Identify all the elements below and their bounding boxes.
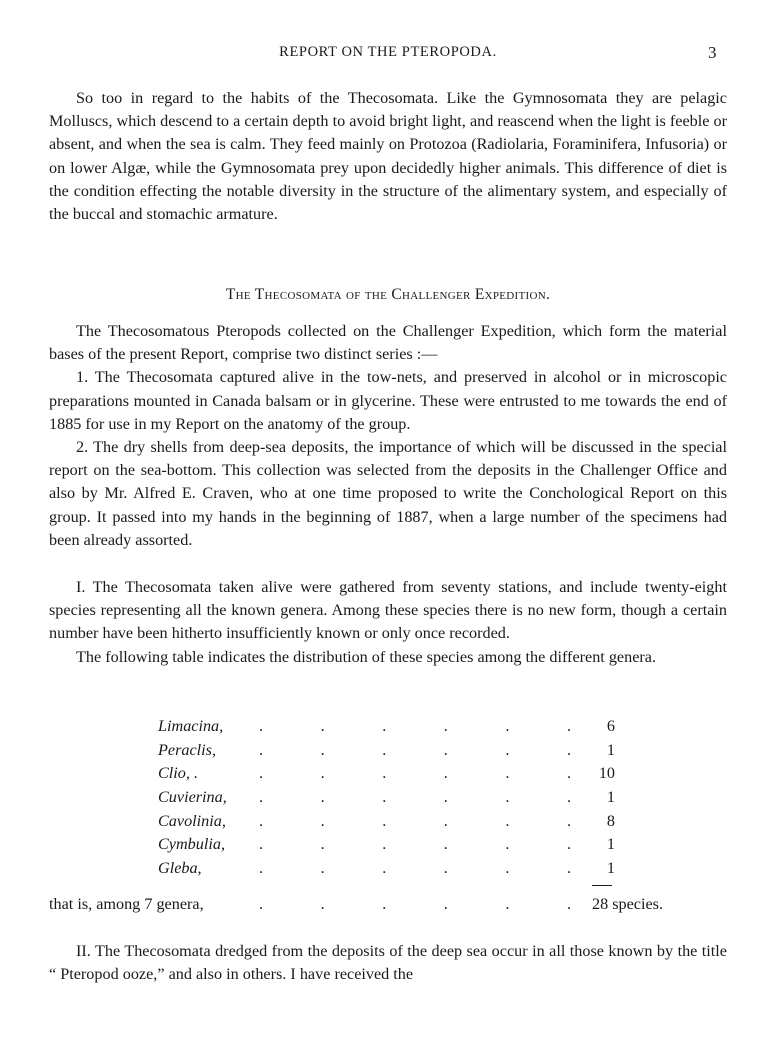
genera-table (49, 717, 727, 913)
part-one-body (49, 576, 727, 669)
species-count: 1 (606, 788, 615, 807)
genera-row (49, 764, 727, 788)
species-count: 1 (606, 835, 615, 854)
leader-dots: . . . . . . (259, 764, 572, 783)
page-number: 3 (708, 43, 717, 62)
part-one-paragraph: I. The Thecosomata taken alive were gathered from seventy stations, and include twenty-eight species representing all the known genera. Among these species there is no new form, though a certain number have been hitherto insufficiently known or only once recorded. (49, 578, 727, 643)
part-two-body (49, 940, 727, 986)
section-paragraph: 2. The dry shells from deep-sea deposits, the importance of which will be discussed in the special report on the sea-bottom. This collection was selected from the deposits in the Challenger Office and also by Mr. Alfred E. Craven, who at one time proposed to write the Conchological Report on this group. It passed into my hands in the beginning of 1887, when a large number of the specimens had been already assorted. (49, 438, 727, 549)
genus-name: Clio, . (158, 764, 199, 783)
part-one-paragraph: The following table indicates the distribution of these species among the different genera. (76, 647, 657, 666)
genus-name: Cuvierina, (158, 788, 227, 807)
section-body (49, 320, 727, 552)
leader-dots: . . . . . . (259, 859, 572, 878)
genera-row (49, 859, 727, 883)
sum-rule (592, 885, 612, 886)
total-label: that is, among 7 genera, (49, 895, 204, 913)
intro-paragraph: So too in regard to the habits of the Thecosomata. Like the Gymnosomata they are pelagic Molluscs, which descend to a certain depth to avoid bright light, and reascend when the light is feeble or absent, and when the sea is calm. They feed mainly on Protozoa (Radiolaria, Foraminifera, Infusoria) or on lower Algæ, while the Gymnosomata prey upon decidedly higher animals. This difference of diet is the condition effecting the notable diversity in the structure of the alimentary system, and especially of the buccal and stomachic armature. (49, 89, 727, 224)
section-title: The Thecosomata of the Challenger Expedition. (225, 286, 551, 303)
genus-name: Peraclis, (158, 740, 216, 759)
leader-dots: . . . . . . (259, 717, 572, 735)
leader-dots: . . . . . . (259, 835, 572, 854)
section-paragraph: The Thecosomatous Pteropods collected on the Challenger Expedition, which form the material bases of the present Report, comprise two distinct series :— (49, 322, 727, 364)
genus-name: Gleba, (158, 859, 202, 878)
species-count: 10 (598, 764, 615, 783)
genera-row (49, 835, 727, 859)
intro-block (49, 87, 727, 226)
genus-name: Cavolinia, (158, 811, 226, 830)
total-row (49, 895, 727, 919)
leader-dots: . . . . . . (259, 895, 572, 913)
part-two-paragraph: II. The Thecosomata dredged from the deposits of the deep sea occur in all those known by the title “ Pteropod ooze,” and also in others. I have received the (49, 942, 727, 984)
section-paragraph: 1. The Thecosomata captured alive in the tow-nets, and preserved in alcohol or in microscopic preparations mounted in Canada balsam or in glycerine. These were entrusted to me towards the end of 1885 for use in my Report on the anatomy of the group. (49, 368, 727, 433)
genera-row (49, 788, 727, 812)
leader-dots: . . . . . . (259, 788, 572, 807)
species-count: 6 (606, 717, 615, 735)
leader-dots: . . . . . . (259, 740, 572, 759)
species-count: 1 (606, 740, 615, 759)
total-value: 28 species. (592, 895, 664, 913)
genera-row (49, 812, 727, 836)
genera-row (49, 741, 727, 765)
species-count: 1 (606, 859, 615, 878)
running-head: REPORT ON THE PTEROPODA. (279, 44, 497, 60)
species-count: 8 (606, 811, 615, 830)
genus-name: Cymbulia, (158, 835, 225, 854)
genus-name: Limacina, (158, 717, 224, 735)
genera-row (49, 717, 727, 741)
leader-dots: . . . . . . (259, 811, 572, 830)
